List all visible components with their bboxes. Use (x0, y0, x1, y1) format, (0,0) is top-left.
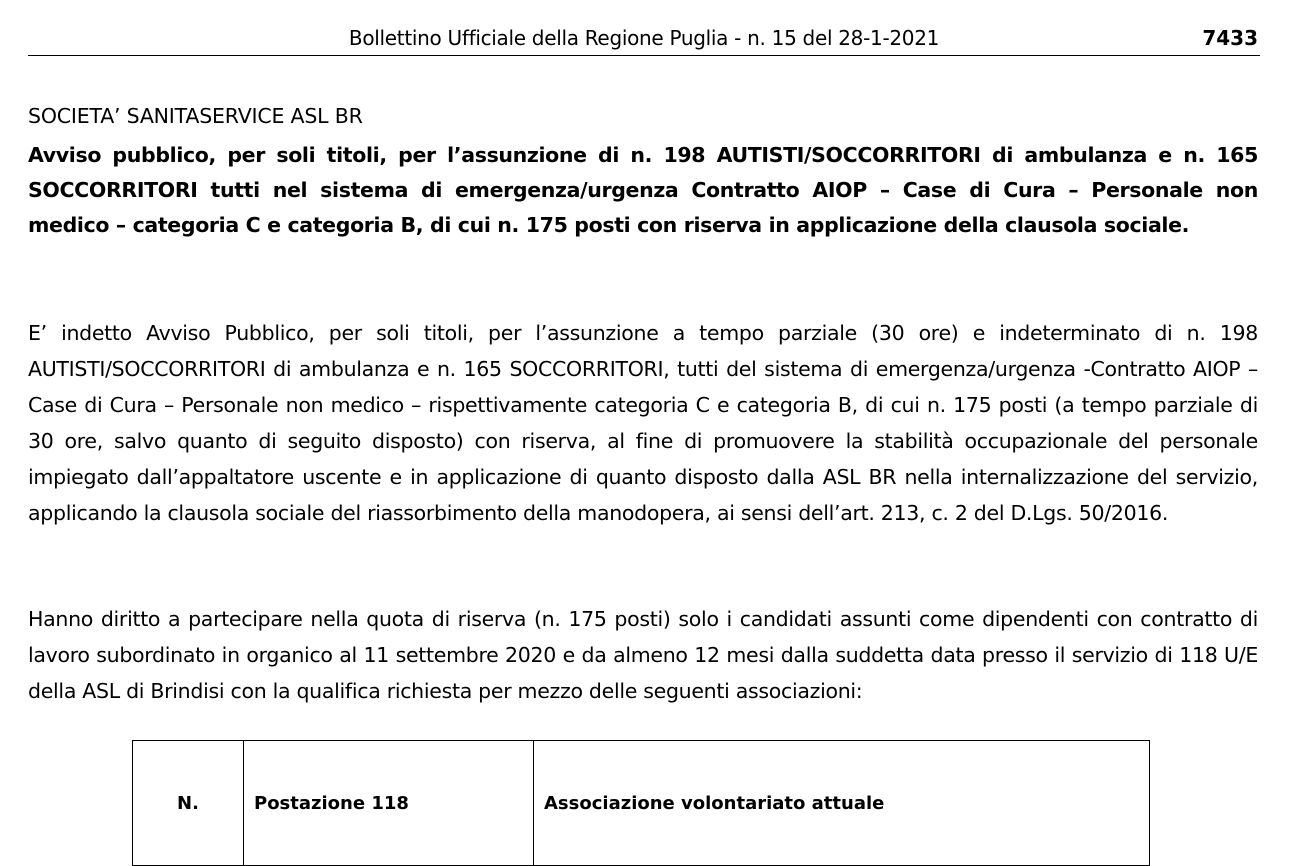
column-header-station: Postazione 118 (244, 741, 534, 866)
column-header-association: Associazione volontariato attuale (534, 741, 1150, 866)
table-header-row (133, 741, 1150, 866)
page-header (28, 22, 1260, 56)
notice-subject: Avviso pubblico, per soli titoli, per l’assunzione di n. 198 AUTISTI/SOCCORRITORI di ambulanza e n. 165 SOCCORRITORI tutti nel sistema di emergenza/urgenza Contratto AIOP – Case di Cura – Personale non medico – categoria C e categoria B, di cui n. 175 posti con riserva in applicazione della clausola sociale. (28, 143, 1258, 237)
issuer-name: SOCIETA’ SANITASERVICE ASL BR (28, 104, 363, 128)
associations-table (132, 740, 1150, 866)
page-number: 7433 (1202, 26, 1258, 50)
body-paragraph-2: Hanno diritto a partecipare nella quota di riserva (n. 175 posti) solo i candidati assunti come dipendenti con contratto di lavoro subordinato in organico al 11 settembre 2020 e da almeno 12 mesi dalla suddetta data presso il servizio di 118 U/E della ASL di Brindisi con la qualifica richiesta per mezzo delle seguenti associazioni: (28, 607, 1258, 703)
bulletin-title: Bollettino Ufficiale della Regione Puglia - n. 15 del 28-1-2021 (348, 26, 940, 50)
column-header-number: N. (133, 741, 244, 866)
body-paragraph-1: E’ indetto Avviso Pubblico, per soli titoli, per l’assunzione a tempo parziale (30 ore) e indeterminato di n. 198 AUTISTI/SOCCORRITORI di ambulanza e n. 165 SOCCORRITORI, tutti del sistema di emergenza/urgenza -Contratto AIOP – Case di Cura – Personale non medico – rispettivamente categoria C e categoria B, di cui n. 175 posti (a tempo parziale di 30 ore, salvo quanto di seguito disposto) con riserva, al fine di promuovere la stabilità occupazionale del personale impiegato dall’appaltatore uscente e in applicazione di quanto disposto dalla ASL BR nella internalizzazione del servizio, applicando la clausola sociale del riassorbimento della manodopera, ai sensi dell’art. 213, c. 2 del D.Lgs. 50/2016. (28, 321, 1258, 525)
header-divider (28, 55, 1260, 56)
